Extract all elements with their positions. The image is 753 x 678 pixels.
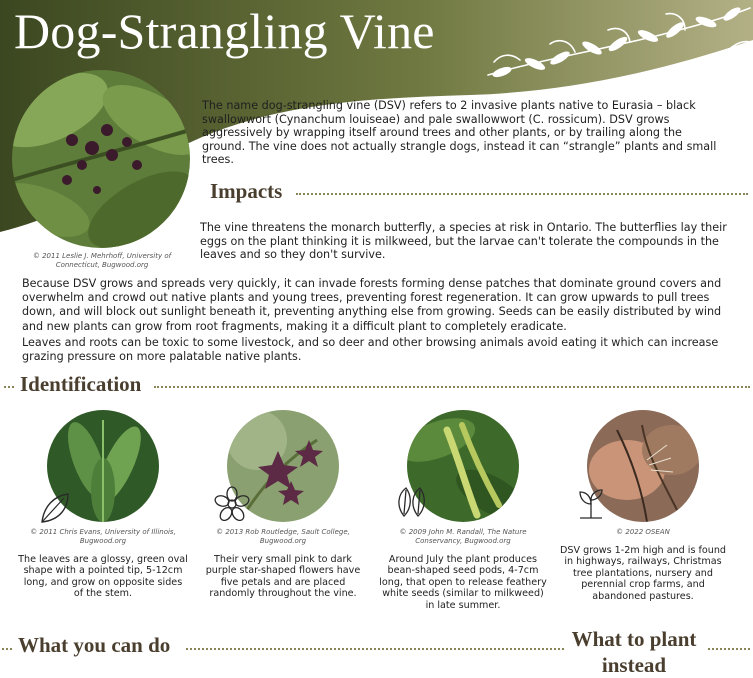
identification-divider-right — [154, 386, 750, 388]
what-you-can-do-divider-right — [186, 648, 564, 650]
hero-photo-credit: © 2011 Leslie J. Mehrhoff, University of Connecticut, Bugwood.org — [32, 252, 172, 269]
page-title: Dog-Strangling Vine — [14, 3, 435, 59]
habitat-description: DSV grows 1-2m high and is found in highways, railways, Christmas tree plantations, nursery and perennial crop farms, and abandoned pastures. — [559, 545, 727, 602]
intro-paragraph: The name dog-strangling vine (DSV) refers to 2 invasive plants native to Eurasia – black swallowwort (Cynanchum louiseae) and pale swallowwort (C. rossicum). DSV grows aggressively by wrapping itself around trees and other plants, or by trailing along the ground. The vine does not actually strangle dogs, instead it can “strangle” plants and small trees. — [202, 99, 717, 167]
impacts-paragraph-2: Because DSV grows and spreads very quickly, it can invade forests forming dense patches that dominate ground covers and overwhelm and crowd out native plants and young trees, preventing forest regeneration. It can grow upwards to pull trees down, and will block out sunlight beneath it, preventing anything else from growing. Seeds can be easily distributed by wind and new plants can grow from root fragments, making it a difficult plant to completely eradicate. — [22, 277, 722, 333]
leaf-icon — [38, 490, 72, 526]
what-to-plant-heading: What to plant instead — [566, 626, 702, 678]
flower-icon — [214, 486, 250, 522]
habitat-photo-credit: © 2022 OSEAN — [616, 528, 670, 536]
leaves-photo-credit: © 2011 Chris Evans, University of Illinois, Bugwood.org — [30, 528, 176, 545]
impacts-paragraph-1: The vine threatens the monarch butterfly, a species at risk in Ontario. The butterflies lay their eggs on the plant thinking it is milkweed, but the larvae can't tolerate the compounds in the leaves and so they don't survive. — [200, 221, 727, 262]
seed-pod-icon — [394, 484, 430, 520]
leaves-description: The leaves are a glossy, green oval shape with a pointed tip, 5-12cm long, and grow on opposite sides of the stem. — [18, 554, 188, 600]
hero-photo — [12, 70, 190, 248]
impacts-heading: Impacts — [206, 179, 286, 204]
flowers-description: Their very small pink to dark purple star-shaped flowers have five petals and are placed randomly throughout the vine. — [205, 554, 361, 600]
seed-pods-photo-credit: © 2009 John M. Randall, The Nature Conservancy, Bugwood.org — [399, 528, 527, 545]
impacts-divider — [296, 193, 748, 195]
sprout-icon — [574, 486, 608, 522]
seed-pods-description: Around July the plant produces bean-shaped seed pods, 4-7cm long, that open to release feathery white seeds (similar to milkweed) in late summer. — [379, 554, 547, 611]
what-you-can-do-heading: What you can do — [14, 633, 174, 658]
vine-decoration-icon — [480, 0, 753, 90]
impacts-paragraph-3: Leaves and roots can be toxic to some livestock, and so deer and other browsing animals avoid eating it which can increase grazing pressure on more palatable native plants. — [22, 336, 719, 364]
what-to-plant-divider — [708, 648, 750, 650]
flowers-photo-credit: © 2013 Rob Routledge, Sault College, Bugwood.org — [216, 528, 350, 545]
identification-heading: Identification — [16, 372, 145, 397]
